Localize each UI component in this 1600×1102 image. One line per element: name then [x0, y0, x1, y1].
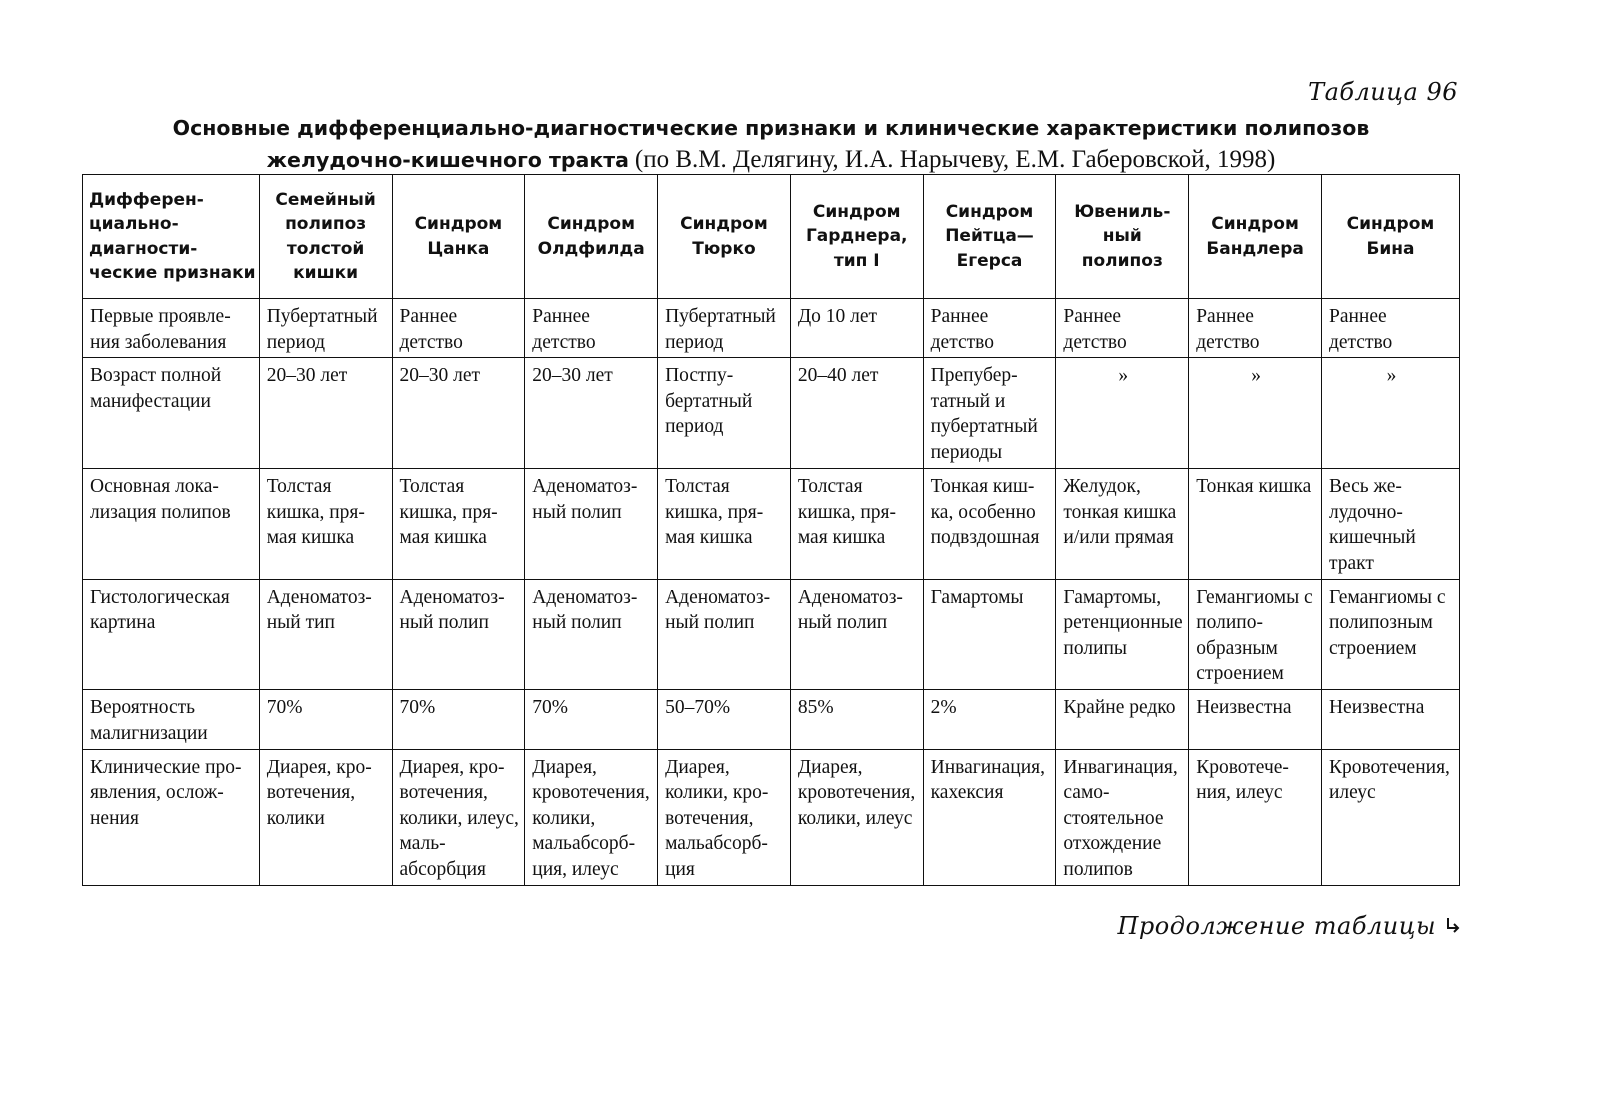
row-label: Возраст полной манифестации [83, 358, 260, 469]
table-cell: Пубертатный период [259, 299, 392, 358]
table-cell: Диарея, кровотечения, колики, мальабсорбция, илеус [525, 749, 658, 885]
table-cell: Аденоматозный тип [259, 579, 392, 690]
row-label: Вероятность малигнизации [83, 690, 260, 749]
table-cell: Диарея, кровотечения, колики, илеус, мальабсорбция [392, 749, 525, 885]
row-label: Клинические проявления, осложнения [83, 749, 260, 885]
table-cell: Гемангиомы с полипообразным строением [1189, 579, 1322, 690]
table-cell: » [1189, 358, 1322, 469]
header-cell: Синдром Тюрко [658, 175, 791, 299]
table-cell: Аденоматозный полип [790, 579, 923, 690]
table-row [83, 299, 1460, 358]
table-cell: Крайне редко [1056, 690, 1189, 749]
continuation-note [0, 912, 1462, 940]
table-cell: 20–30 лет [259, 358, 392, 469]
table-cell: Постпубертатный период [658, 358, 791, 469]
table-row [83, 469, 1460, 580]
table-cell: 20–30 лет [525, 358, 658, 469]
table-cell: Аденоматозный полип [658, 579, 791, 690]
caption-title-line1: Основные дифференциально-диагностические признаки и клинические характеристики полипозов [172, 116, 1370, 140]
table-cell: Неизвестна [1321, 690, 1459, 749]
table-cell: 2% [923, 690, 1056, 749]
table-cell: Пубертатный период [658, 299, 791, 358]
table-cell: 70% [259, 690, 392, 749]
table-cell: Диарея, кровотечения, колики [259, 749, 392, 885]
table-cell: Кровотечения, илеус [1189, 749, 1322, 885]
table-cell: Раннее детство [392, 299, 525, 358]
continuation-label: Продолжение таблицы [1117, 912, 1436, 940]
table-cell: Тонкая кишка [1189, 469, 1322, 580]
table-cell: Гамартомы [923, 579, 1056, 690]
header-cell: Синдром Бандлера [1189, 175, 1322, 299]
table-cell: Раннее детство [923, 299, 1056, 358]
table-cell: Диарея, колики, кровотечения, мальабсорбция [658, 749, 791, 885]
table-cell: Препубертатный и пубертатный периоды [923, 358, 1056, 469]
row-label: Гистологическая картина [83, 579, 260, 690]
row-label: Основная локализация полипов [83, 469, 260, 580]
header-cell: Синдром Пейтца— Егерса [923, 175, 1056, 299]
table-cell: 70% [392, 690, 525, 749]
header-cell: Синдром Бина [1321, 175, 1459, 299]
table-row [83, 749, 1460, 885]
table-cell: 20–40 лет [790, 358, 923, 469]
caption-title-line2: желудочно-кишечного тракта [266, 148, 630, 172]
table-cell: Аденоматозный полип [525, 469, 658, 580]
table-cell: Толстая кишка, прямая кишка [658, 469, 791, 580]
table-cell: Раннее детство [1321, 299, 1459, 358]
table-cell: Инвагинация, кахексия [923, 749, 1056, 885]
table-cell: Аденоматозный полип [392, 579, 525, 690]
table-cell: 70% [525, 690, 658, 749]
table-cell: Кровотечения, илеус [1321, 749, 1459, 885]
table-cell: 50–70% [658, 690, 791, 749]
header-row [83, 175, 1460, 299]
table-row [83, 358, 1460, 469]
table-row [83, 579, 1460, 690]
header-cell: Синдром Гарднера, тип I [790, 175, 923, 299]
table-cell: Толстая кишка, прямая кишка [790, 469, 923, 580]
table-cell: » [1056, 358, 1189, 469]
table-cell: Толстая кишка, прямая кишка [259, 469, 392, 580]
table-cell: Гемангиомы с полипозным строением [1321, 579, 1459, 690]
caption-source: (по В.М. Делягину, И.А. Нарычеву, Е.М. Габеровской, 1998) [634, 146, 1276, 173]
table-cell: Аденоматозный полип [525, 579, 658, 690]
header-cell: Дифференциально-диагностические признаки [83, 175, 260, 299]
table-row [83, 690, 1460, 749]
header-cell: Семейный полипоз толстой кишки [259, 175, 392, 299]
table-cell: Толстая кишка, прямая кишка [392, 469, 525, 580]
header-cell: Синдром Олдфилда [525, 175, 658, 299]
table-cell: Раннее детство [1056, 299, 1189, 358]
header-cell: Синдром Цанка [392, 175, 525, 299]
table-cell: Желудок, тонкая кишка и/или прямая [1056, 469, 1189, 580]
table-cell: Инвагинация, самостоятельное отхождение полипов [1056, 749, 1189, 885]
header-cell: Ювенильный полипоз [1056, 175, 1189, 299]
hooked-arrow-icon [1444, 912, 1462, 940]
table-cell: » [1321, 358, 1459, 469]
table-cell: 85% [790, 690, 923, 749]
table-number: Таблица 96 [1308, 78, 1458, 106]
table-cell: Неизвестна [1189, 690, 1322, 749]
table-cell: Раннее детство [525, 299, 658, 358]
polyposis-table [82, 174, 1460, 886]
table-cell: Диарея, кровотечения, колики, илеус [790, 749, 923, 885]
table-cell: До 10 лет [790, 299, 923, 358]
table-caption [82, 112, 1460, 176]
table-cell: Тонкая кишка, особенно подвздошная [923, 469, 1056, 580]
row-label: Первые проявления заболевания [83, 299, 260, 358]
table-cell: Раннее детство [1189, 299, 1322, 358]
table-cell: Весь желудочно-кишечный тракт [1321, 469, 1459, 580]
table-cell: 20–30 лет [392, 358, 525, 469]
table-cell: Гамартомы, ретенционные полипы [1056, 579, 1189, 690]
